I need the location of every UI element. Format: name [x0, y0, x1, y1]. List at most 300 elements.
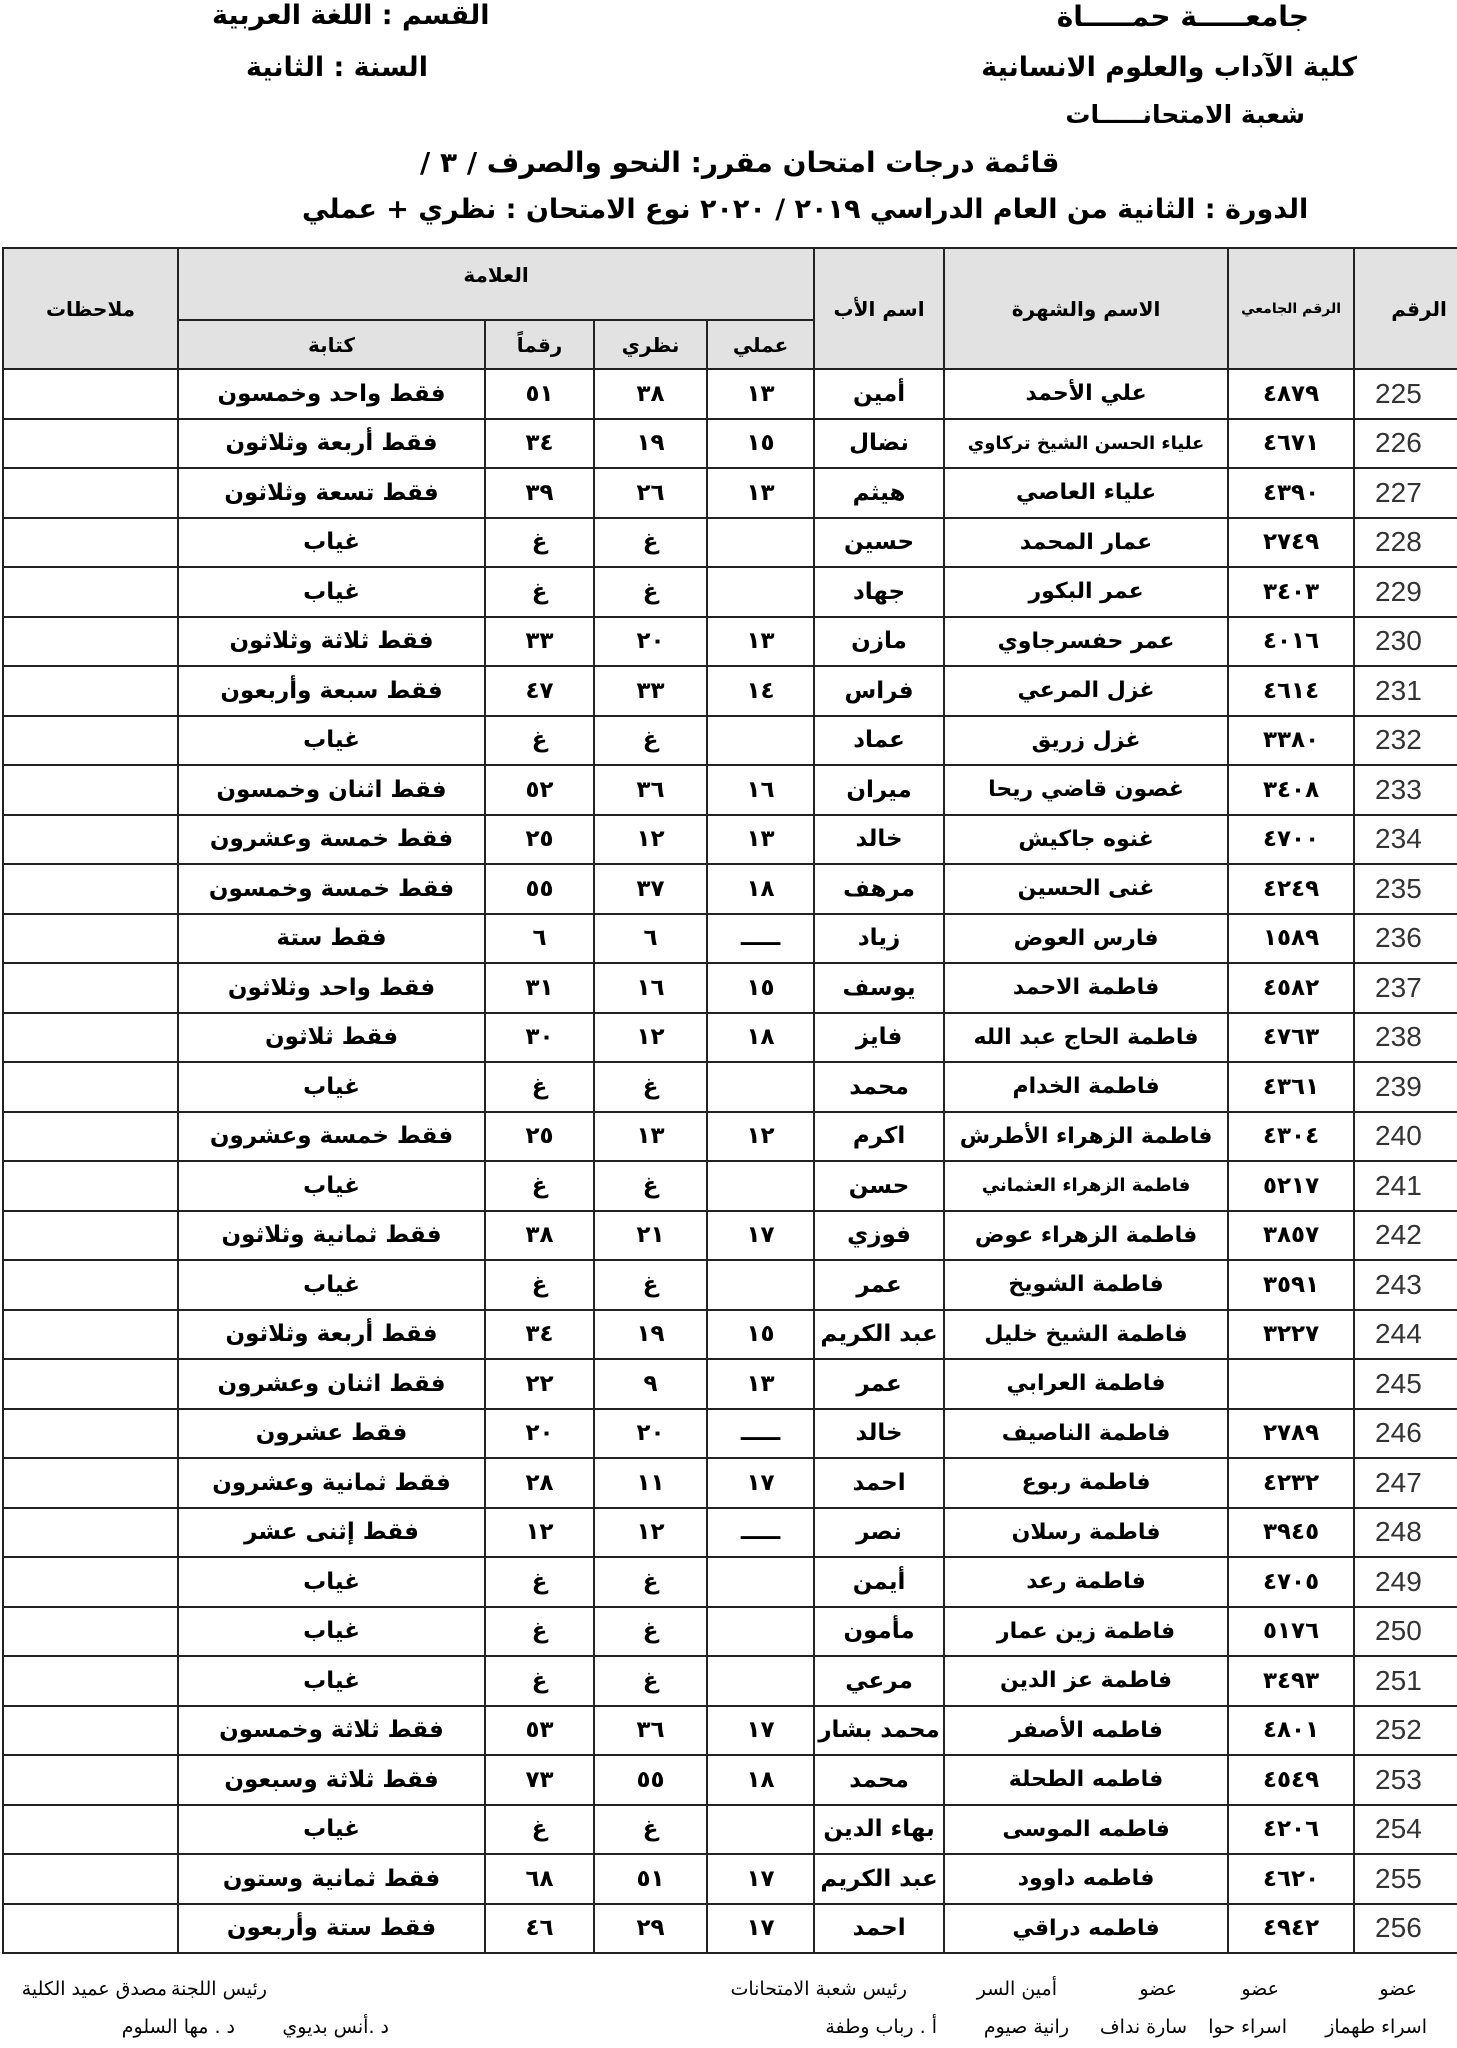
table-row	[3, 1607, 1457, 1657]
row-number: 254	[1354, 1805, 1457, 1855]
practical-grade: ١٧	[707, 1706, 814, 1756]
practical-grade: ١٦	[707, 765, 814, 815]
father-name: ميران	[814, 765, 944, 815]
father-name: محمد بشار	[814, 1706, 944, 1756]
row-number: 245	[1354, 1359, 1457, 1409]
table-row	[3, 1211, 1457, 1261]
table-row	[3, 1458, 1457, 1508]
total-digits: ٣٠	[485, 1013, 594, 1063]
row-number: 255	[1354, 1854, 1457, 1904]
student-name: غنى الحسين	[944, 864, 1228, 914]
signature-title: عضو	[1241, 1978, 1279, 2000]
row-number: 237	[1354, 963, 1457, 1013]
university-id: ٣٥٩١	[1228, 1260, 1354, 1310]
table-row	[3, 1854, 1457, 1904]
total-words: فقط واحد وخمسون	[178, 369, 485, 419]
total-digits: ٤٦	[485, 1904, 594, 1954]
total-words: فقط واحد وثلاثون	[178, 963, 485, 1013]
father-name: أمين	[814, 369, 944, 419]
student-name: فاطمة الناصيف	[944, 1409, 1228, 1459]
total-words: فقط اثنان وخمسون	[178, 765, 485, 815]
practical-grade: ١٤	[707, 666, 814, 716]
row-number: 244	[1354, 1310, 1457, 1360]
col-total-words: كتابة	[178, 320, 485, 369]
table-row	[3, 815, 1457, 865]
theory-grade: ٥٥	[594, 1755, 707, 1805]
practical-grade: ١٣	[707, 815, 814, 865]
father-name: فوزي	[814, 1211, 944, 1261]
signature-title: رئيس شعبة الامتحانات	[730, 1978, 907, 2000]
grades-table-body	[3, 369, 1457, 1953]
table-row	[3, 1013, 1457, 1063]
student-name: فاطمه الأصفر	[944, 1706, 1228, 1756]
university-id: ٤٧٠٥	[1228, 1557, 1354, 1607]
student-name: عمر البكور	[944, 567, 1228, 617]
theory-grade: ٥١	[594, 1854, 707, 1904]
row-number: 246	[1354, 1409, 1457, 1459]
notes-cell	[3, 1805, 178, 1855]
department-label: القسم : اللغة العربية	[212, 0, 490, 31]
student-name: غصون قاضي ريحا	[944, 765, 1228, 815]
total-digits: ٤٧	[485, 666, 594, 716]
practical-grade	[707, 567, 814, 617]
university-id: ٤٣٦١	[1228, 1062, 1354, 1112]
notes-cell	[3, 1211, 178, 1261]
notes-cell	[3, 765, 178, 815]
exam-session: الدورة : الثانية من العام الدراسي ٢٠١٩ / ٢٠٢٠ نوع الامتحان : نظري + عملي	[302, 194, 1309, 225]
total-words: فقط سبعة وأربعون	[178, 666, 485, 716]
row-number: 238	[1354, 1013, 1457, 1063]
father-name: نضال	[814, 419, 944, 469]
practical-grade	[707, 1656, 814, 1706]
university-id: ٤٣٩٠	[1228, 468, 1354, 518]
table-row	[3, 765, 1457, 815]
student-name: فاطمة عز الدين	[944, 1656, 1228, 1706]
signature-name: اسراء طهماز	[1325, 2016, 1427, 2038]
table-row	[3, 1805, 1457, 1855]
total-digits: ٥٣	[485, 1706, 594, 1756]
total-words: فقط ثمانية وثلاثون	[178, 1211, 485, 1261]
father-name: مأمون	[814, 1607, 944, 1657]
total-digits: ٥١	[485, 369, 594, 419]
practical-grade	[707, 716, 814, 766]
row-number: 228	[1354, 518, 1457, 568]
notes-cell	[3, 419, 178, 469]
university-id: ٤٧٦٣	[1228, 1013, 1354, 1063]
university-id: ٤٠١٦	[1228, 617, 1354, 667]
table-row	[3, 617, 1457, 667]
total-words: فقط أربعة وثلاثون	[178, 419, 485, 469]
father-name: احمد	[814, 1458, 944, 1508]
theory-grade: غ	[594, 1805, 707, 1855]
total-words: غياب	[178, 1161, 485, 1211]
total-digits: غ	[485, 1805, 594, 1855]
student-name: عمر حفسرجاوي	[944, 617, 1228, 667]
notes-cell	[3, 1062, 178, 1112]
total-digits: غ	[485, 1161, 594, 1211]
col-number: الرقم	[1354, 248, 1457, 369]
row-number: 253	[1354, 1755, 1457, 1805]
row-number: 251	[1354, 1656, 1457, 1706]
total-digits: ٢٨	[485, 1458, 594, 1508]
study-year: السنة : الثانية	[246, 52, 428, 83]
theory-grade: غ	[594, 1656, 707, 1706]
university-id: ٥٢١٧	[1228, 1161, 1354, 1211]
practical-grade	[707, 1557, 814, 1607]
notes-cell	[3, 1508, 178, 1558]
table-row	[3, 1409, 1457, 1459]
notes-cell	[3, 666, 178, 716]
total-digits: غ	[485, 716, 594, 766]
total-digits: غ	[485, 518, 594, 568]
practical-grade: ١٢	[707, 1112, 814, 1162]
university-id: ٣٤٩٣	[1228, 1656, 1354, 1706]
student-name: فارس العوض	[944, 914, 1228, 964]
university-id: ٣٤٠٨	[1228, 765, 1354, 815]
table-row	[3, 369, 1457, 419]
father-name: خالد	[814, 815, 944, 865]
practical-grade	[707, 1607, 814, 1657]
theory-grade: غ	[594, 518, 707, 568]
university-id: ٤٦٧١	[1228, 419, 1354, 469]
student-name: فاطمة الشويخ	[944, 1260, 1228, 1310]
university-name: جامعـــــة حمـــــاة	[1056, 0, 1309, 33]
university-id: ٤٢٤٩	[1228, 864, 1354, 914]
student-name: فاطمة رعد	[944, 1557, 1228, 1607]
university-id	[1228, 1359, 1354, 1409]
row-number: 256	[1354, 1904, 1457, 1954]
university-id: ٢٧٤٩	[1228, 518, 1354, 568]
father-name: اكرم	[814, 1112, 944, 1162]
table-row	[3, 1062, 1457, 1112]
row-number: 241	[1354, 1161, 1457, 1211]
row-number: 243	[1354, 1260, 1457, 1310]
university-id: ٣٨٥٧	[1228, 1211, 1354, 1261]
total-digits: ٢٠	[485, 1409, 594, 1459]
total-digits: ٦	[485, 914, 594, 964]
university-id: ٣٢٢٧	[1228, 1310, 1354, 1360]
table-row	[3, 963, 1457, 1013]
theory-grade: غ	[594, 567, 707, 617]
notes-cell	[3, 1706, 178, 1756]
university-id: ٤٦٢٠	[1228, 1854, 1354, 1904]
notes-cell	[3, 716, 178, 766]
row-number: 229	[1354, 567, 1457, 617]
total-words: غياب	[178, 1260, 485, 1310]
row-number: 242	[1354, 1211, 1457, 1261]
practical-grade: ١٣	[707, 369, 814, 419]
practical-grade: ١٣	[707, 1359, 814, 1409]
signature-title: أمين السر	[976, 1978, 1057, 2000]
table-row	[3, 419, 1457, 469]
document-title: قائمة درجات امتحان مقرر: النحو والصرف / ٣ /	[420, 146, 1060, 179]
table-row	[3, 666, 1457, 716]
theory-grade: ٢٦	[594, 468, 707, 518]
total-words: غياب	[178, 1557, 485, 1607]
exam-section: شعبة الامتحانـــــات	[1065, 100, 1305, 129]
total-words: فقط ثمانية وعشرون	[178, 1458, 485, 1508]
theory-grade: ٢٠	[594, 617, 707, 667]
theory-grade: ٩	[594, 1359, 707, 1409]
father-name: عبد الكريم	[814, 1854, 944, 1904]
faculty-name: كلية الآداب والعلوم الانسانية	[981, 52, 1357, 83]
col-total-digits: رقماً	[485, 320, 594, 369]
notes-cell	[3, 1557, 178, 1607]
total-words: فقط خمسة وعشرون	[178, 815, 485, 865]
row-number: 233	[1354, 765, 1457, 815]
practical-grade: ١٥	[707, 419, 814, 469]
table-row	[3, 567, 1457, 617]
col-father-name: اسم الأب	[814, 248, 944, 369]
notes-cell	[3, 1161, 178, 1211]
notes-cell	[3, 468, 178, 518]
signature-name: أ . رباب وطفة	[825, 2016, 937, 2038]
notes-cell	[3, 1607, 178, 1657]
total-words: غياب	[178, 716, 485, 766]
practical-grade: ١٨	[707, 1013, 814, 1063]
student-name: فاطمة الزهراء عوض	[944, 1211, 1228, 1261]
student-name: فاطمه دراقي	[944, 1904, 1228, 1954]
theory-grade: ٣٦	[594, 765, 707, 815]
total-words: غياب	[178, 567, 485, 617]
signature-title: رئيس اللجنة	[170, 1978, 267, 2000]
row-number: 230	[1354, 617, 1457, 667]
father-name: عمر	[814, 1359, 944, 1409]
row-number: 247	[1354, 1458, 1457, 1508]
row-number: 239	[1354, 1062, 1457, 1112]
university-id: ٤٥٨٢	[1228, 963, 1354, 1013]
notes-cell	[3, 617, 178, 667]
total-digits: ٥٥	[485, 864, 594, 914]
university-id: ٤٢٣٢	[1228, 1458, 1354, 1508]
theory-grade: غ	[594, 716, 707, 766]
father-name: فايز	[814, 1013, 944, 1063]
father-name: عبد الكريم	[814, 1310, 944, 1360]
practical-grade: ـــــ	[707, 1409, 814, 1459]
student-name: فاطمه الموسى	[944, 1805, 1228, 1855]
father-name: فراس	[814, 666, 944, 716]
total-words: فقط تسعة وثلاثون	[178, 468, 485, 518]
theory-grade: ٣٦	[594, 1706, 707, 1756]
notes-cell	[3, 1904, 178, 1954]
total-digits: ٣٩	[485, 468, 594, 518]
student-name: فاطمة رسلان	[944, 1508, 1228, 1558]
student-name: فاطمة الحاج عبد الله	[944, 1013, 1228, 1063]
father-name: جهاد	[814, 567, 944, 617]
father-name: أيمن	[814, 1557, 944, 1607]
father-name: هيثم	[814, 468, 944, 518]
table-row	[3, 1656, 1457, 1706]
student-name: فاطمة الاحمد	[944, 963, 1228, 1013]
practical-grade: ١٧	[707, 1904, 814, 1954]
student-name: فاطمه الطحلة	[944, 1755, 1228, 1805]
practical-grade: ـــــ	[707, 1508, 814, 1558]
total-words: فقط خمسة وعشرون	[178, 1112, 485, 1162]
total-digits: غ	[485, 567, 594, 617]
student-name: علي الأحمد	[944, 369, 1228, 419]
theory-grade: ١٢	[594, 1508, 707, 1558]
university-id: ٤٨٧٩	[1228, 369, 1354, 419]
father-name: مازن	[814, 617, 944, 667]
total-digits: ٢٢	[485, 1359, 594, 1409]
practical-grade: ١٧	[707, 1211, 814, 1261]
student-name: علياء الحسن الشيخ تركاوي	[944, 419, 1228, 469]
practical-grade: ١٣	[707, 617, 814, 667]
table-row	[3, 1161, 1457, 1211]
father-name: محمد	[814, 1062, 944, 1112]
signature-name: سارة نداف	[1099, 2016, 1187, 2038]
total-words: غياب	[178, 1062, 485, 1112]
university-id: ٣٤٠٣	[1228, 567, 1354, 617]
theory-grade: غ	[594, 1161, 707, 1211]
row-number: 240	[1354, 1112, 1457, 1162]
notes-cell	[3, 1458, 178, 1508]
col-grade-group: العلامة	[178, 248, 814, 320]
signature-name: د . مها السلوم	[121, 2016, 235, 2038]
total-digits: ٣١	[485, 963, 594, 1013]
student-name: غزل المرعي	[944, 666, 1228, 716]
father-name: احمد	[814, 1904, 944, 1954]
total-digits: ٢٥	[485, 1112, 594, 1162]
table-row	[3, 1359, 1457, 1409]
theory-grade: غ	[594, 1062, 707, 1112]
total-words: فقط إثنى عشر	[178, 1508, 485, 1558]
col-university-id: الرقم الجامعي	[1228, 248, 1354, 369]
row-number: 225	[1354, 369, 1457, 419]
notes-cell	[3, 864, 178, 914]
notes-cell	[3, 963, 178, 1013]
row-number: 231	[1354, 666, 1457, 716]
col-full-name: الاسم والشهرة	[944, 248, 1228, 369]
total-words: فقط ثلاثة وخمسون	[178, 1706, 485, 1756]
total-words: فقط ثلاثة وثلاثون	[178, 617, 485, 667]
signature-title: عضو	[1379, 1978, 1417, 2000]
practical-grade	[707, 518, 814, 568]
father-name: زياد	[814, 914, 944, 964]
theory-grade: غ	[594, 1557, 707, 1607]
practical-grade: ١٨	[707, 864, 814, 914]
university-id: ٣٣٨٠	[1228, 716, 1354, 766]
table-row	[3, 1310, 1457, 1360]
total-digits: ٣٤	[485, 419, 594, 469]
notes-cell	[3, 1359, 178, 1409]
practical-grade	[707, 1260, 814, 1310]
practical-grade	[707, 1805, 814, 1855]
university-id: ٤٣٠٤	[1228, 1112, 1354, 1162]
theory-grade: ٢١	[594, 1211, 707, 1261]
father-name: بهاء الدين	[814, 1805, 944, 1855]
total-digits: ٢٥	[485, 815, 594, 865]
practical-grade	[707, 1161, 814, 1211]
student-name: فاطمة الزهراء الأطرش	[944, 1112, 1228, 1162]
signature-name: اسراء حوا	[1208, 2016, 1287, 2038]
practical-grade: ١٣	[707, 468, 814, 518]
practical-grade: ١٥	[707, 1310, 814, 1360]
theory-grade: ١٢	[594, 815, 707, 865]
table-row	[3, 864, 1457, 914]
practical-grade: ١٥	[707, 963, 814, 1013]
row-number: 226	[1354, 419, 1457, 469]
grades-table	[2, 247, 1457, 1954]
total-digits: ٧٣	[485, 1755, 594, 1805]
total-digits: غ	[485, 1557, 594, 1607]
university-id: ٣٩٤٥	[1228, 1508, 1354, 1558]
table-row	[3, 518, 1457, 568]
student-name: فاطمه داوود	[944, 1854, 1228, 1904]
total-words: فقط ثمانية وستون	[178, 1854, 485, 1904]
total-words: فقط ستة	[178, 914, 485, 964]
table-row	[3, 1508, 1457, 1558]
theory-grade: ١٦	[594, 963, 707, 1013]
father-name: مرعي	[814, 1656, 944, 1706]
signature-title: مصدق عميد الكلية	[21, 1978, 167, 2000]
total-words: غياب	[178, 518, 485, 568]
notes-cell	[3, 1013, 178, 1063]
notes-cell	[3, 369, 178, 419]
row-number: 236	[1354, 914, 1457, 964]
student-name: عمار المحمد	[944, 518, 1228, 568]
total-digits: غ	[485, 1607, 594, 1657]
theory-grade: غ	[594, 1607, 707, 1657]
signature-title: عضو	[1139, 1978, 1177, 2000]
total-words: فقط أربعة وثلاثون	[178, 1310, 485, 1360]
table-row	[3, 716, 1457, 766]
table-row	[3, 1557, 1457, 1607]
student-name: غنوه جاكيش	[944, 815, 1228, 865]
row-number: 248	[1354, 1508, 1457, 1558]
university-id: ٤٧٠٠	[1228, 815, 1354, 865]
total-words: فقط اثنان وعشرون	[178, 1359, 485, 1409]
total-digits: ٦٨	[485, 1854, 594, 1904]
theory-grade: ١١	[594, 1458, 707, 1508]
student-name: فاطمة العرابي	[944, 1359, 1228, 1409]
theory-grade: ٣٣	[594, 666, 707, 716]
father-name: عماد	[814, 716, 944, 766]
signature-name: د .أنس بديوي	[282, 2016, 389, 2038]
father-name: نصر	[814, 1508, 944, 1558]
col-notes: ملاحظات	[3, 248, 178, 369]
row-number: 234	[1354, 815, 1457, 865]
notes-cell	[3, 1854, 178, 1904]
theory-grade: ١٩	[594, 1310, 707, 1360]
theory-grade: ٢٩	[594, 1904, 707, 1954]
university-id: ٤٥٤٩	[1228, 1755, 1354, 1805]
notes-cell	[3, 1112, 178, 1162]
notes-cell	[3, 914, 178, 964]
table-row	[3, 1260, 1457, 1310]
student-name: فاطمة الزهراء العثماني	[944, 1161, 1228, 1211]
total-words: غياب	[178, 1607, 485, 1657]
father-name: عمر	[814, 1260, 944, 1310]
university-id: ٤٢٠٦	[1228, 1805, 1354, 1855]
notes-cell	[3, 815, 178, 865]
total-words: فقط خمسة وخمسون	[178, 864, 485, 914]
student-name: فاطمة الخدام	[944, 1062, 1228, 1112]
total-words: فقط ثلاثة وسبعون	[178, 1755, 485, 1805]
col-practical: عملي	[707, 320, 814, 369]
father-name: خالد	[814, 1409, 944, 1459]
col-theory: نظري	[594, 320, 707, 369]
university-id: ٢٧٨٩	[1228, 1409, 1354, 1459]
theory-grade: ٣٨	[594, 369, 707, 419]
university-id: ٤٨٠١	[1228, 1706, 1354, 1756]
total-digits: غ	[485, 1260, 594, 1310]
theory-grade: ١٢	[594, 1013, 707, 1063]
father-name: يوسف	[814, 963, 944, 1013]
row-number: 252	[1354, 1706, 1457, 1756]
table-row	[3, 468, 1457, 518]
theory-grade: ٦	[594, 914, 707, 964]
